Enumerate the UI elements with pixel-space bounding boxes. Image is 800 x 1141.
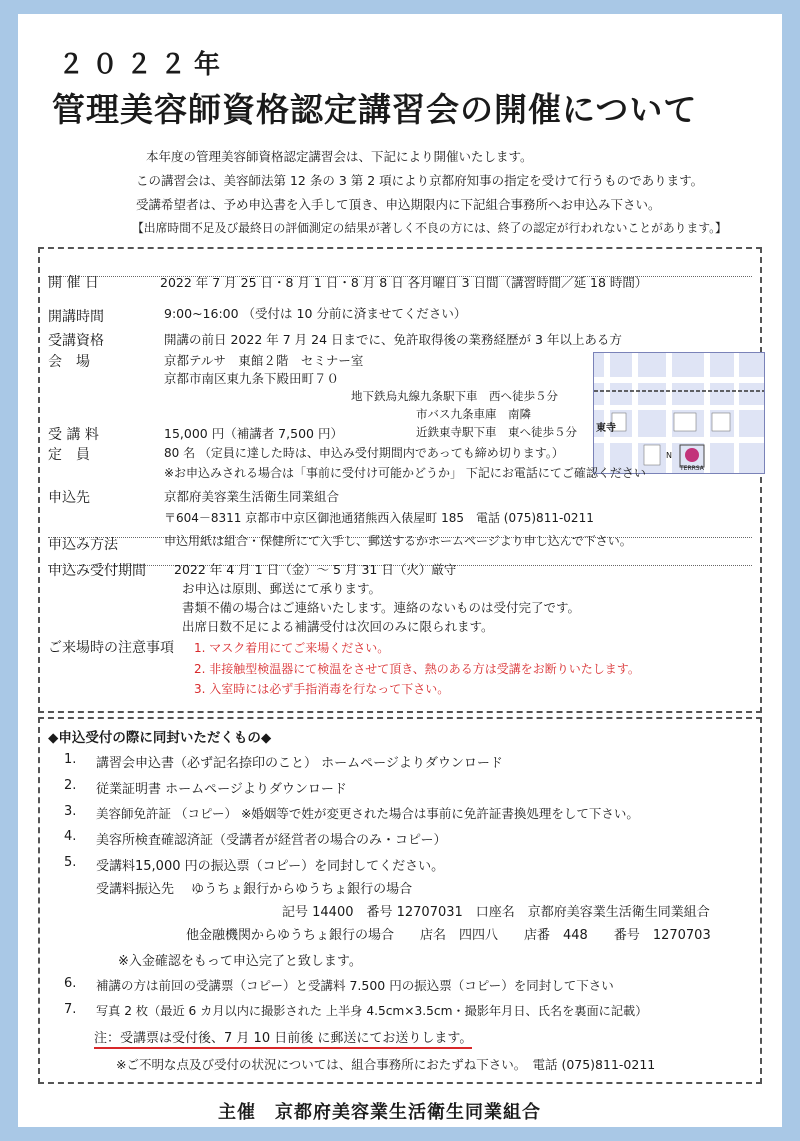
bank-line-1: 受講料振込先 ゆうちょ銀行からゆうちょ銀行の場合 <box>96 882 413 897</box>
intro-line-2: この講習会は、美容師法第 12 条の 3 第 2 項により京都府知事の指定を受けて行うものであります。 <box>136 173 704 188</box>
map-station-label: 東寺 <box>596 423 616 434</box>
access-line-2: 市バス九条車庫 南隣 <box>416 407 531 421</box>
enclosure-num-7: 7. <box>64 1002 77 1017</box>
contact-note: ※ご不明な点及び受付の状況については、組合事務所におたずね下さい。 電話 (075)811-0211 <box>116 1057 656 1072</box>
enclosure-item-7: 写真 2 枚（最近 6 カ月以内に撮影された 上半身 4.5cm×3.5cm・撮影年月日、氏名を裏面に記載） <box>96 1004 648 1018</box>
access-line-1: 地下鉄烏丸線九条駅下車 西へ徒歩５分 <box>351 389 558 403</box>
flyer-page <box>18 14 782 1127</box>
enclosures-heading: ◆申込受付の際に同封いただくもの◆ <box>48 730 272 746</box>
delivery-note <box>94 1027 472 1049</box>
delivery-note-text: 受講票は受付後、7 月 10 日前後 に郵送にてお送りします。 <box>120 1031 473 1046</box>
bank-line-2: 記号 14400 番号 12707031 口座名 京都府美容業生活衛生同業組合 <box>282 905 710 920</box>
enclosure-num-6: 6. <box>64 976 77 991</box>
bank-line-3: 他金融機関からゆうちょ銀行の場合 店名 四四八 店番 448 番号 1270703 <box>186 928 711 943</box>
access-line-3: 近鉄東寺駅下車 東へ徒歩５分 <box>416 425 577 439</box>
venue-label: 会 場 <box>48 354 90 370</box>
apply-label: 申込先 <box>48 490 90 506</box>
enclosure-item-4: 美容所検査確認済証（受講者が経営者の場合のみ・コピー） <box>96 833 447 848</box>
venue-line-1: 京都テルサ 東館２階 セミナー室 <box>164 353 364 368</box>
apply-address: 〒604－8311 京都市中京区御池通猪熊西入俵屋町 185 電話 (075)811-0211 <box>164 511 594 525</box>
period-value: 2022 年 4 月 1 日（金）～ 5 月 31 日（火）厳守 <box>174 562 457 577</box>
enclosure-item-5: 受講料15,000 円の振込票（コピー）を同封してください。 <box>96 859 445 874</box>
caution-1: 1. マスク着用にてご来場ください。 <box>194 641 390 655</box>
fee-label: 受 講 料 <box>48 427 99 443</box>
enclosure-item-1: 講習会申込書（必ず記名捺印のこと） ホームページよりダウンロード <box>96 756 503 771</box>
capacity-value: 80 名 （定員に達した時は、申込み受付期間内であっても締め切ります。） <box>164 446 564 460</box>
enclosure-num-3: 3. <box>64 804 77 819</box>
enclosure-num-4: 4. <box>64 829 77 844</box>
capacity-label: 定 員 <box>48 447 90 463</box>
period-note-3: 出席日数不足による補講受付は次回のみに限られます。 <box>182 619 494 634</box>
delivery-note-prefix: 注： <box>94 1031 121 1046</box>
page-title: 管理美容師資格認定講習会の開催について <box>52 90 698 129</box>
bank-note: ※入金確認をもって申込完了と致します。 <box>118 954 362 969</box>
enclosure-num-5: 5. <box>64 855 77 870</box>
date-label: 開 催 日 <box>48 275 99 291</box>
venue-line-2: 京都市南区東九条下殿田町７０ <box>164 371 340 386</box>
apply-org: 京都府美容業生活衛生同業組合 <box>164 489 340 504</box>
date-value: 2022 年 7 月 25 日・8 月 1 日・8 月 8 日 各月曜日 3 日間（講習時間／延 18 時間） <box>160 275 648 290</box>
fee-value: 15,000 円（補講者 7,500 円） <box>164 426 343 441</box>
intro-line-1: 本年度の管理美容師資格認定講習会は、下記により開催いたします。 <box>146 149 533 164</box>
organizer-footer: 主催 京都府美容業生活衛生同業組合 <box>218 1102 541 1123</box>
enclosure-num-1: 1. <box>64 752 77 767</box>
qualification-value: 開講の前日 2022 年 7 月 24 日までに、免許取得後の業務経歴が 3 年以上ある方 <box>164 332 622 347</box>
period-label: 申込み受付期間 <box>48 563 146 579</box>
intro-line-4: 【出席時間不足及び最終日の評価測定の結果が著しく不良の方には、終了の認定が行われないことがあります。】 <box>132 221 727 235</box>
capacity-note: ※お申込みされる場合は「事前に受付け可能かどうか」 下記にお電話にてご確認ください <box>164 466 646 480</box>
caution-3: 3. 入室時には必ず手指消毒を行なって下さい。 <box>194 682 450 696</box>
qualification-label: 受講資格 <box>48 333 104 349</box>
method-value: 申込用紙は組合・保健所にて入手し、郵送するかホームページより申し込んで下さい。 <box>164 534 632 548</box>
enclosure-item-2: 従業証明書 ホームページよりダウンロード <box>96 782 347 797</box>
map-north-label: N <box>666 451 672 460</box>
enclosure-item-3: 美容師免許証 （コピー） ※婚姻等で姓が変更された場合は事前に免許証書換処理をして下さい。 <box>96 806 639 821</box>
enclosure-num-2: 2. <box>64 778 77 793</box>
venue-map <box>593 352 765 474</box>
time-label: 開講時間 <box>48 309 104 325</box>
enclosure-item-6: 補講の方は前回の受講票（コピー）と受講料 7.500 円の振込票（コピー）を同封して下さい <box>96 978 614 993</box>
year-heading: ２０２２年 <box>58 50 229 80</box>
map-drawing <box>594 353 764 473</box>
method-label: 申込み方法 <box>48 537 118 553</box>
caution-label: ご来場時の注意事項 <box>48 640 174 656</box>
period-note-1: お申込は原則、郵送にて承ります。 <box>182 581 382 596</box>
map-terrsa-label: TERRSA <box>680 465 704 472</box>
caution-2: 2. 非接触型検温器にて検温をさせて頂き、熱のある方は受講をお断りいたします。 <box>194 662 640 676</box>
period-note-2: 書類不備の場合はご連絡いたします。連絡のないものは受付完了です。 <box>182 600 581 615</box>
time-value: 9:00~16:00 （受付は 10 分前に済ませてください） <box>164 306 467 321</box>
intro-line-3: 受講希望者は、予め申込書を入手して頂き、申込期限内に下記組合事務所へお申込み下さい。 <box>136 197 661 212</box>
